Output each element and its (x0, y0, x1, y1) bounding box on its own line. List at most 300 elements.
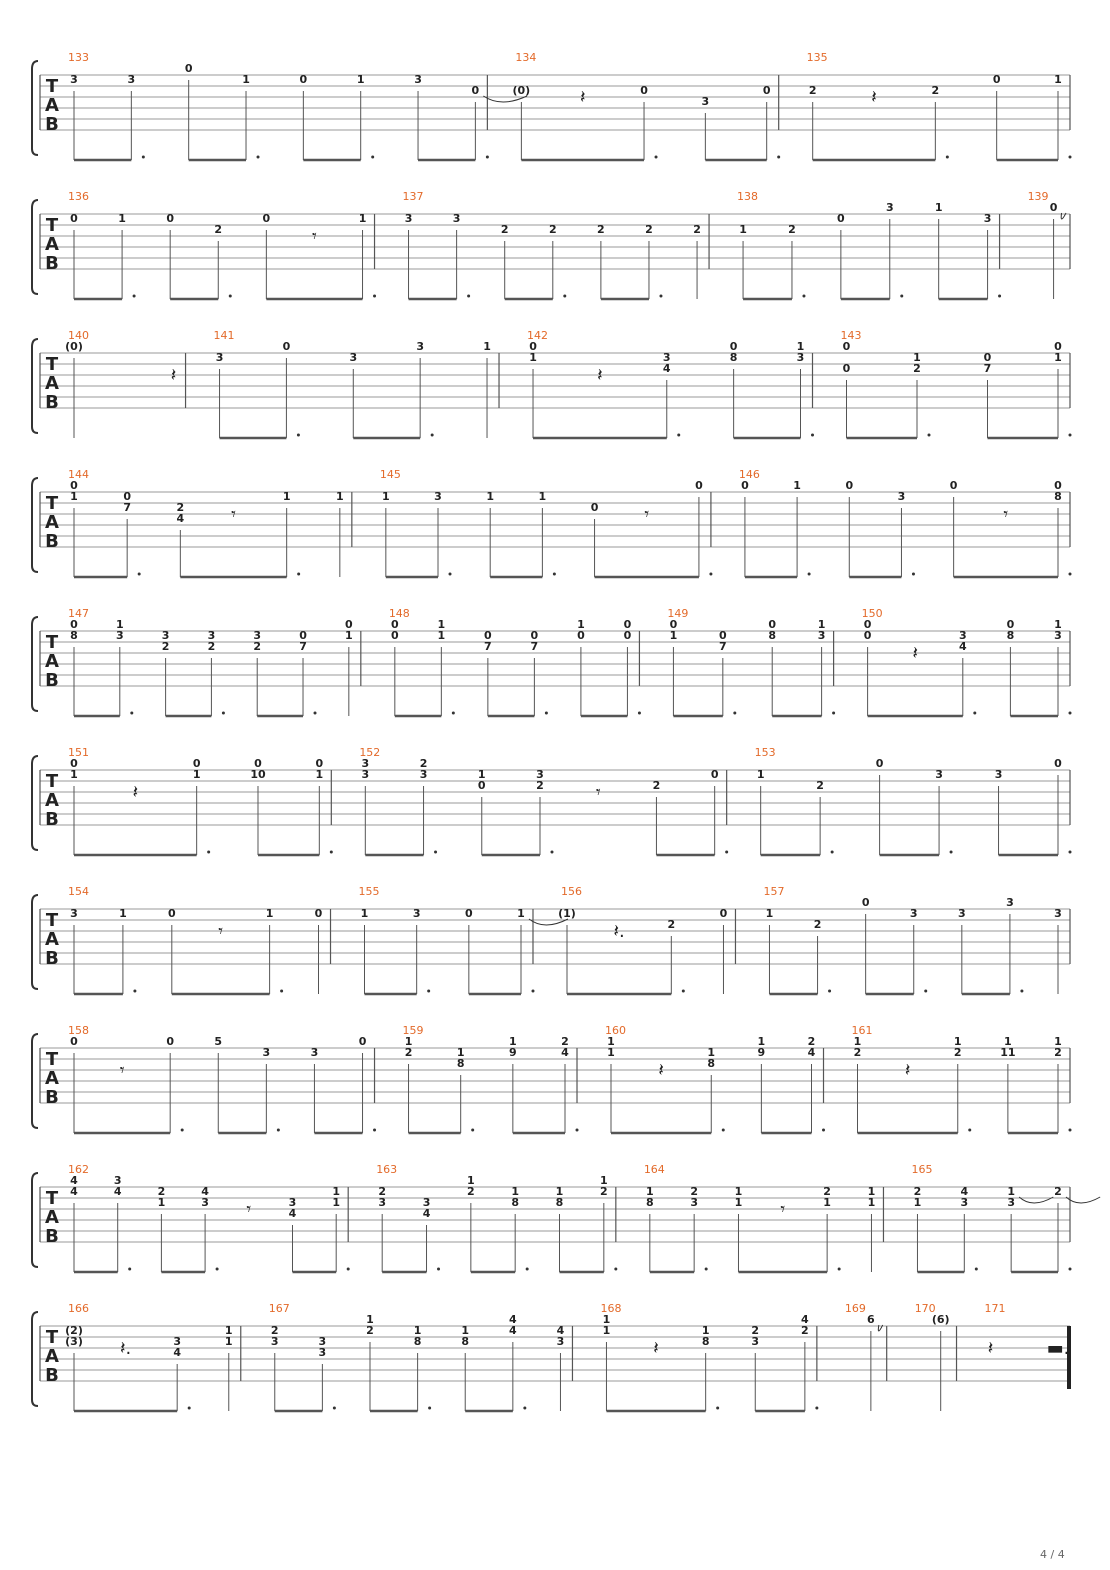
fret-number: 0 (390, 629, 399, 642)
rhythm-dot (655, 156, 658, 159)
measure (737, 190, 1001, 299)
tab-note (960, 1185, 968, 1272)
fret-number: 0 (710, 768, 719, 781)
fret-number: 1 (669, 629, 678, 642)
fret-number: 3 (419, 768, 428, 781)
fret-number: 2 (690, 1185, 698, 1198)
fret-number: 9 (757, 1046, 766, 1059)
tab-note (814, 918, 822, 994)
tab-note (511, 1185, 519, 1272)
tab-note (299, 629, 307, 716)
tab-note (483, 340, 491, 438)
measure-number: 170 (914, 1302, 936, 1315)
fret-number: (0) (512, 84, 531, 97)
fret-number: 0 (1054, 757, 1062, 770)
tab-clef-letter: T (45, 632, 59, 653)
tab-note (690, 1185, 698, 1272)
fret-number: 0 (1006, 618, 1015, 631)
fret-number: 0 (640, 84, 648, 97)
fret-number: 3 (349, 351, 358, 364)
fret-number: 4 (201, 1185, 209, 1198)
fret-number: 0 (184, 62, 193, 75)
fret-number: 2 (270, 1324, 279, 1337)
rhythm-dot (133, 990, 136, 993)
measure (65, 329, 185, 438)
rhythm-dot (924, 990, 927, 993)
fret-number: 3 (161, 629, 170, 642)
tab-note (378, 1185, 386, 1272)
fret-number: 1 (734, 1185, 743, 1198)
fret-number: 2 (500, 223, 509, 236)
fret-number: 1 (602, 1324, 611, 1337)
rhythm-dot (330, 851, 333, 854)
rhythm-dot (373, 1129, 376, 1132)
tab-note (739, 223, 747, 299)
fret-number: 1 (483, 340, 491, 353)
tab-clef-letter: B (45, 114, 59, 135)
fret-number: 3 (960, 1196, 969, 1209)
fret-number: 0 (262, 212, 271, 225)
rest-symbol: 𝄾 (595, 782, 601, 803)
fret-number: 1 (1054, 73, 1062, 86)
fret-number: 3 (201, 1196, 209, 1209)
fret-number: 1 (356, 73, 365, 86)
fret-number: 0 (358, 1035, 367, 1048)
rhythm-dot (257, 156, 260, 159)
fret-number: 1 (437, 629, 446, 642)
fret-number: 1 (332, 1185, 341, 1198)
fret-number: 2 (808, 84, 817, 97)
fret-number: 3 (414, 73, 422, 86)
fret-number: 1 (1054, 618, 1062, 631)
fret-number: 1 (315, 768, 324, 781)
fret-number: 7 (299, 640, 307, 653)
rest-symbol: 𝄽. (119, 1338, 132, 1359)
system-brace (32, 895, 38, 989)
tab-note (271, 1324, 279, 1411)
measure (763, 885, 1070, 994)
measure-number: 171 (984, 1302, 1006, 1315)
fret-number: 3 (173, 1335, 182, 1348)
fret-number: 0 (167, 907, 176, 920)
fret-number: 0 (484, 629, 492, 642)
fret-number: 1 (538, 490, 547, 503)
system-brace (32, 1034, 38, 1128)
fret-number: 1 (242, 73, 250, 86)
fret-number: 3 (751, 1335, 760, 1348)
measure (359, 885, 568, 994)
fret-number: 4 (173, 1346, 182, 1359)
rest-symbol: 𝄽 (871, 87, 877, 108)
tab-note (177, 501, 185, 577)
tab-clef-letter: T (45, 354, 59, 375)
rest-symbol: 𝄽 (658, 1060, 664, 1081)
fret-number: 1 (817, 618, 826, 631)
fret-number: 0 (1054, 479, 1062, 492)
fret-number: 2 (176, 501, 185, 514)
tab-clef-letter: B (45, 809, 59, 830)
fret-number: 2 (536, 779, 544, 792)
fret-number: 3 (817, 629, 826, 642)
system-brace (32, 756, 38, 850)
fret-number: 1 (332, 1196, 341, 1209)
fret-number: 0 (315, 757, 324, 770)
tab-note (114, 1174, 122, 1272)
rhythm-dot (452, 712, 455, 715)
tab-note (876, 757, 884, 855)
fret-number: 2 (467, 1185, 475, 1198)
tab-note (162, 629, 170, 716)
fret-number: 1 (739, 223, 747, 236)
tab-note (603, 1313, 611, 1411)
tab-note (391, 618, 399, 716)
fret-number: 1 (344, 629, 353, 642)
fret-number: 1 (360, 907, 369, 920)
rest-symbol: 𝄾 (644, 504, 650, 525)
tab-note (1006, 896, 1014, 994)
fret-number: 1 (157, 1196, 166, 1209)
rhythm-dot (531, 990, 534, 993)
measure-number: 138 (737, 190, 759, 203)
rhythm-dot (128, 1268, 131, 1271)
fret-number: 8 (645, 1196, 654, 1209)
measure-number: 148 (388, 607, 410, 620)
rest-symbol: 𝄽 (170, 365, 177, 386)
fret-number: 1 (70, 490, 78, 503)
tab-note (509, 1313, 517, 1411)
rest-symbol: 𝄾 (218, 921, 224, 942)
tab-clef-letter: B (45, 1226, 59, 1247)
fret-number: 2 (214, 223, 223, 236)
fret-number: 4 (960, 1185, 969, 1198)
tab-note (788, 223, 796, 299)
measure (852, 1024, 1072, 1133)
tab-note (886, 201, 894, 299)
tab-note (193, 757, 201, 855)
fret-number: 1 (1007, 1185, 1015, 1198)
measure (65, 1302, 241, 1411)
tab-note (561, 1035, 569, 1133)
measure-number: 136 (68, 190, 89, 203)
tab-clef-letter: A (45, 790, 59, 811)
tab-note (70, 1174, 78, 1272)
fret-number: 7 (530, 640, 539, 653)
fret-number: 0 (70, 1035, 78, 1048)
fret-number: (6) (931, 1313, 950, 1326)
rhythm-dot (811, 434, 814, 437)
fret-number: 1 (701, 1324, 710, 1337)
rhythm-dot (428, 1407, 431, 1410)
rhythm-dot (733, 712, 736, 715)
rhythm-dot (222, 712, 225, 715)
tab-note (214, 1035, 222, 1133)
fret-number: 2 (931, 84, 940, 97)
fret-number: 1 (555, 1185, 564, 1198)
fret-number: 6 (867, 1313, 875, 1326)
rest-symbol: 𝄾 (246, 1199, 252, 1220)
measure (403, 1024, 579, 1133)
fret-number: 2 (751, 1324, 760, 1337)
measure-number: 149 (667, 607, 689, 620)
tab-note (461, 1324, 469, 1411)
measure-number: 166 (68, 1302, 89, 1315)
fret-number: 5 (214, 1035, 223, 1048)
tab-note (730, 340, 738, 438)
tab-note (695, 479, 703, 577)
fret-number: 0 (623, 629, 632, 642)
fret-number: 0 (314, 907, 323, 920)
rhythm-dot (828, 990, 831, 993)
fret-number: 8 (70, 629, 78, 642)
tab-note (1054, 757, 1062, 855)
tab-note (984, 351, 992, 438)
measure-number: 134 (515, 51, 537, 64)
fret-number: 1 (1054, 351, 1062, 364)
fret-number: 7 (484, 640, 492, 653)
tab-clef-letter: A (45, 373, 59, 394)
fret-number: 8 (413, 1335, 422, 1348)
tab-note (65, 340, 83, 438)
fret-number: 3 (796, 351, 805, 364)
fret-number: 1 (645, 1185, 654, 1198)
tab-clef-letter: B (45, 1365, 59, 1386)
tab-note (640, 84, 648, 160)
fret-number: 0 (465, 907, 473, 920)
tab-note (549, 223, 557, 299)
fret-number: 0 (344, 618, 353, 631)
tab-note (707, 1046, 715, 1133)
tab-note (345, 618, 353, 716)
measure (841, 329, 1072, 438)
tab-note (361, 757, 369, 855)
tab-note (70, 1035, 78, 1133)
fret-number: 0 (254, 757, 262, 770)
fret-number: 3 (253, 629, 262, 642)
measure (845, 1302, 887, 1411)
rhythm-dot (216, 1268, 219, 1271)
tab-note (600, 1174, 608, 1272)
tab-note (201, 1185, 209, 1272)
fret-number: 0 (861, 896, 870, 909)
measure (68, 746, 333, 855)
measure-number: 141 (213, 329, 235, 342)
fret-number: 3 (361, 757, 370, 770)
tab-note (208, 629, 216, 716)
fret-number: 3 (909, 907, 918, 920)
fret-number: 4 (801, 1313, 809, 1326)
fret-number: 1 (467, 1174, 475, 1187)
tab-note (250, 757, 266, 855)
rest-symbol: 𝄽 (597, 365, 603, 386)
fret-number: 4 (113, 1185, 122, 1198)
fret-number: 3 (127, 73, 136, 86)
fret-number: 1 (1054, 1035, 1062, 1048)
fret-number: 2 (157, 1185, 166, 1198)
fret-number: 2 (801, 1324, 809, 1337)
rhythm-dot (777, 156, 780, 159)
fret-number: 2 (1054, 1185, 1062, 1198)
tab-note (867, 1313, 883, 1411)
fret-number: 3 (207, 629, 216, 642)
tab-clef-letter: A (45, 651, 59, 672)
rhythm-dot (347, 1268, 350, 1271)
measure (1028, 190, 1070, 299)
rhythm-dot (371, 156, 374, 159)
tab-note (420, 757, 428, 855)
measure (269, 1302, 573, 1411)
rhythm-dot (314, 712, 317, 715)
tie-arc (1066, 1197, 1100, 1203)
measure-number: 146 (738, 468, 760, 481)
tab-system (32, 1163, 1100, 1272)
measure-number: 151 (68, 746, 89, 759)
tab-note (423, 1196, 431, 1272)
fret-number: 1 (607, 1035, 615, 1048)
fret-number: 3 (897, 490, 906, 503)
rhythm-dot (229, 295, 232, 298)
fret-number: 2 (693, 223, 701, 236)
measure-number: 157 (763, 885, 785, 898)
fret-number: 1 (437, 618, 446, 631)
tab-note (478, 768, 486, 855)
tab-note (758, 1035, 766, 1133)
rhythm-dot (427, 990, 430, 993)
fret-number: (0) (65, 340, 83, 353)
fret-number: 1 (853, 1035, 862, 1048)
rhythm-dot (142, 156, 145, 159)
tab-note (457, 1046, 465, 1133)
system-brace (32, 478, 38, 572)
fret-number: 2 (816, 779, 824, 792)
measure-number: 169 (844, 1302, 866, 1315)
tab-note (868, 1185, 876, 1272)
fret-number: 3 (1054, 907, 1062, 920)
tab-note (913, 351, 921, 438)
rhythm-dot (659, 295, 662, 298)
fret-number: 3 (1007, 1196, 1015, 1209)
tab-note (536, 768, 544, 855)
tab-note (214, 223, 222, 299)
measure (513, 51, 781, 160)
measure (68, 607, 361, 716)
fret-number: 1 (477, 768, 486, 781)
measure-number: 159 (402, 1024, 424, 1037)
fret-number: 2 (366, 1324, 374, 1337)
fret-number: 0 (477, 779, 486, 792)
rhythm-dot (188, 1407, 191, 1410)
fret-number: 2 (953, 1046, 962, 1059)
system-brace (32, 339, 38, 433)
rhythm-dot (434, 851, 437, 854)
rhythm-dot (638, 712, 641, 715)
rhythm-dot (550, 851, 553, 854)
measure (68, 190, 376, 299)
tab-clef-letter: A (45, 1207, 59, 1228)
fret-number: 2 (253, 640, 262, 653)
rest-symbol: 𝄾 (780, 1199, 786, 1220)
tab-note (123, 490, 131, 577)
tab-note (801, 1313, 809, 1411)
measure (380, 468, 713, 577)
fret-number: 1 (517, 907, 525, 920)
fret-number: 4 (958, 640, 967, 653)
fret-number: 1 (511, 1185, 519, 1198)
fret-number: 3 (412, 907, 421, 920)
tab-clef-letter: A (45, 95, 59, 116)
fret-number: 8 (768, 629, 777, 642)
fret-number: 3 (318, 1346, 327, 1359)
fret-number: 3 (416, 340, 424, 353)
fret-number: 1 (224, 1324, 233, 1337)
fret-number: 3 (556, 1335, 565, 1348)
tab-note (513, 84, 531, 160)
tab-note (663, 351, 671, 438)
tab-note (932, 1313, 950, 1411)
tab-system (32, 51, 1072, 160)
rhythm-dot (1069, 712, 1072, 715)
tab-note (166, 1035, 174, 1133)
rhythm-dot (545, 712, 548, 715)
fret-number: 2 (667, 918, 676, 931)
fret-number: 7 (718, 640, 727, 653)
rhythm-dot (831, 851, 834, 854)
measure-number: 147 (68, 607, 89, 620)
rhythm-dot (1069, 156, 1072, 159)
tab-clef-letter: A (45, 1068, 59, 1089)
fret-number: 0 (842, 340, 851, 353)
fret-number: 0 (719, 907, 728, 920)
system-brace (32, 61, 38, 155)
fret-number: 1 (796, 340, 805, 353)
fret-number: 0 (768, 618, 777, 631)
fret-number: 2 (645, 223, 653, 236)
rhythm-dot (133, 295, 136, 298)
measure-number: 135 (806, 51, 828, 64)
fret-number: 3 (1054, 629, 1062, 642)
rhythm-dot (333, 1407, 336, 1410)
tab-note (501, 223, 509, 299)
measure-number: 162 (68, 1163, 89, 1176)
measure (527, 329, 814, 438)
tab-note (416, 340, 424, 438)
fret-number: 0 (845, 479, 854, 492)
measure-number: 167 (268, 1302, 290, 1315)
fret-number: 1 (913, 351, 921, 364)
fret-number: 1 (867, 1196, 876, 1209)
rest-symbol: 𝄽. (613, 921, 625, 942)
fret-number: 8 (1006, 629, 1015, 642)
tab-note (1054, 340, 1062, 438)
measure-number: 152 (359, 746, 381, 759)
system-brace (32, 1173, 38, 1267)
tab-note (808, 1035, 816, 1133)
fret-number: 2 (207, 640, 216, 653)
tab-note (932, 84, 940, 160)
tab-system (32, 329, 1072, 438)
tab-note (70, 757, 78, 855)
fret-number: 0 (70, 479, 78, 492)
measure (214, 329, 499, 438)
fret-number: 1 (70, 768, 78, 781)
rhythm-dot (709, 573, 712, 576)
rhythm-dot (928, 434, 931, 437)
tab-note (702, 95, 710, 160)
fret-number: 1 (413, 1324, 422, 1337)
fret-number: 7 (983, 362, 992, 375)
fret-number: 0 (390, 618, 399, 631)
tab-note (289, 1196, 297, 1272)
measure (915, 1302, 957, 1411)
